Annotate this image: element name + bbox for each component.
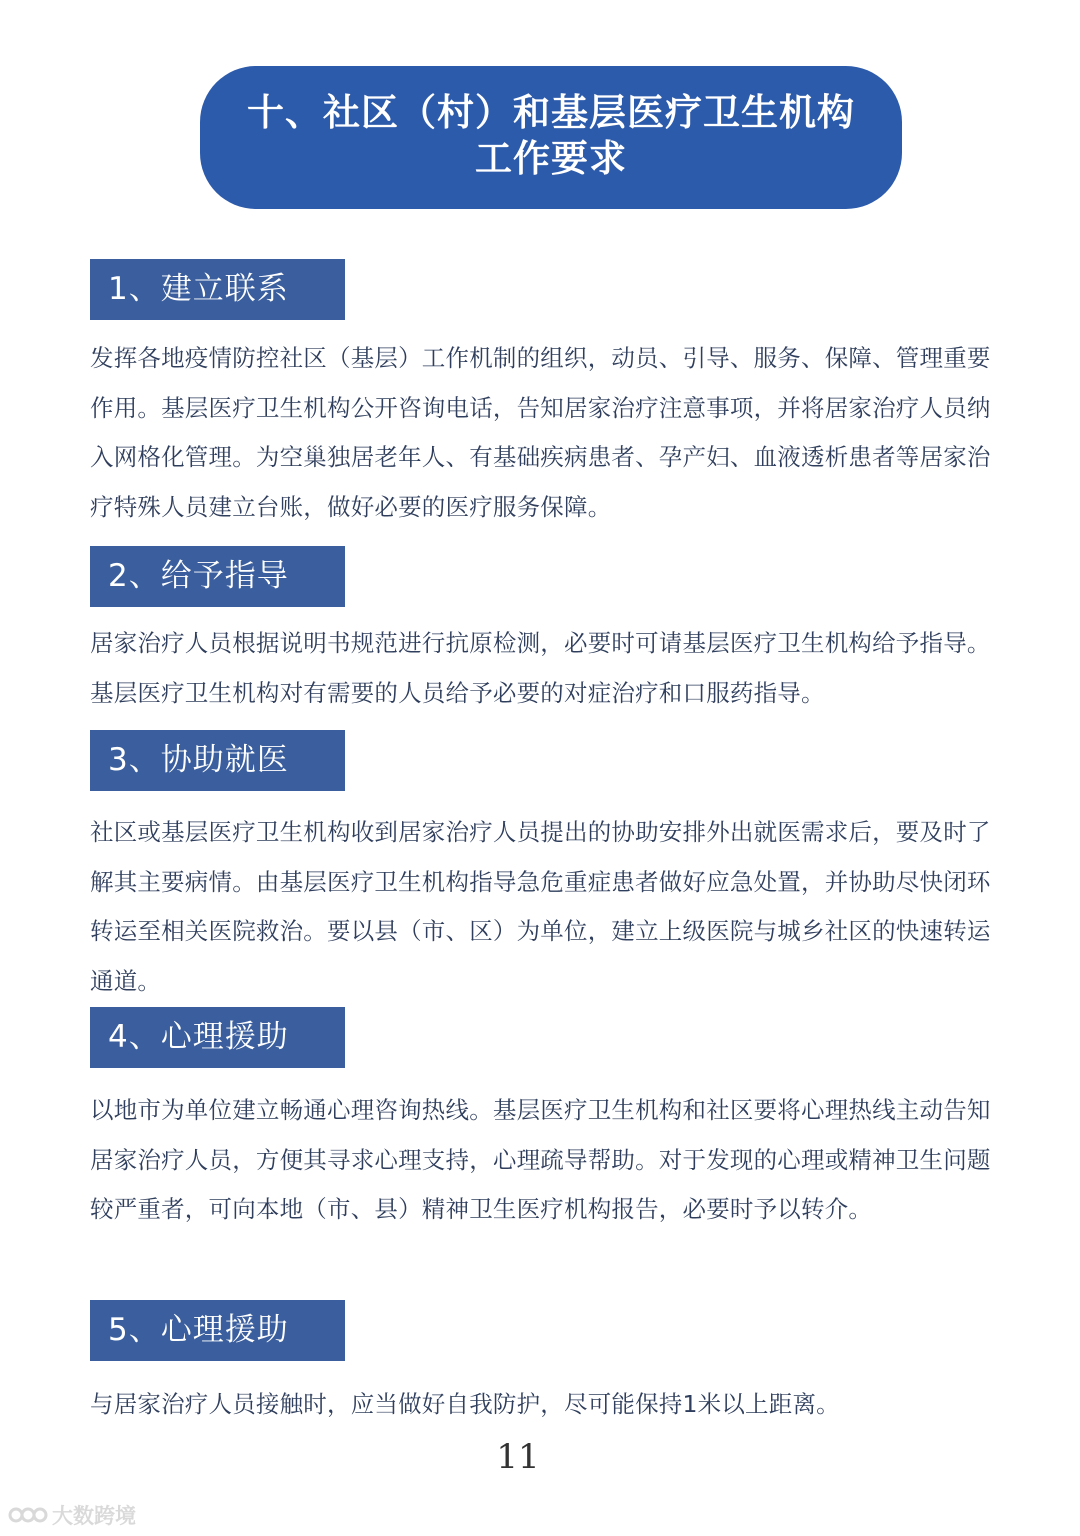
watermark-logo-icon	[8, 1503, 48, 1527]
document-title	[200, 66, 902, 209]
page-number: 11	[496, 1437, 540, 1477]
section-heading-5: 5、心理援助	[90, 1300, 345, 1361]
section-body-1: 发挥各地疫情防控社区（基层）工作机制的组织，动员、引导、服务、保障、管理重要作用。基层医疗卫生机构公开咨询电话，告知居家治疗注意事项，并将居家治疗人员纳入网格化管理。为空巢独居老年人、有基础疾病患者、孕产妇、血液透析患者等居家治疗特殊人员建立台账，做好必要的医疗服务保障。	[90, 344, 991, 521]
watermark	[8, 1500, 136, 1530]
section-body-2: 居家治疗人员根据说明书规范进行抗原检测，必要时可请基层医疗卫生机构给予指导。基层医疗卫生机构对有需要的人员给予必要的对症治疗和口服药指导。	[90, 629, 991, 707]
section-body-3: 社区或基层医疗卫生机构收到居家治疗人员提出的协助安排外出就医需求后，要及时了解其主要病情。由基层医疗卫生机构指导急危重症患者做好应急处置，并协助尽快闭环转运至相关医院救治。要以县（市、区）为单位，建立上级医院与城乡社区的快速转运通道。	[90, 818, 991, 995]
title-line-1: 十、社区（村）和基层医疗卫生机构	[247, 91, 855, 134]
watermark-text: 大数跨境	[52, 1504, 136, 1528]
section-heading-2: 2、给予指导	[90, 546, 345, 607]
section-heading-3: 3、协助就医	[90, 730, 345, 791]
section-body-5: 与居家治疗人员接触时，应当做好自我防护，尽可能保持1米以上距离。	[90, 1390, 840, 1418]
title-line-2: 工作要求	[475, 137, 627, 180]
section-heading-1: 1、建立联系	[90, 259, 345, 320]
section-body-4: 以地市为单位建立畅通心理咨询热线。基层医疗卫生机构和社区要将心理热线主动告知居家治疗人员，方便其寻求心理支持，心理疏导帮助。对于发现的心理或精神卫生问题较严重者，可向本地（市、县）精神卫生医疗机构报告，必要时予以转介。	[90, 1096, 991, 1223]
section-heading-4: 4、心理援助	[90, 1007, 345, 1068]
